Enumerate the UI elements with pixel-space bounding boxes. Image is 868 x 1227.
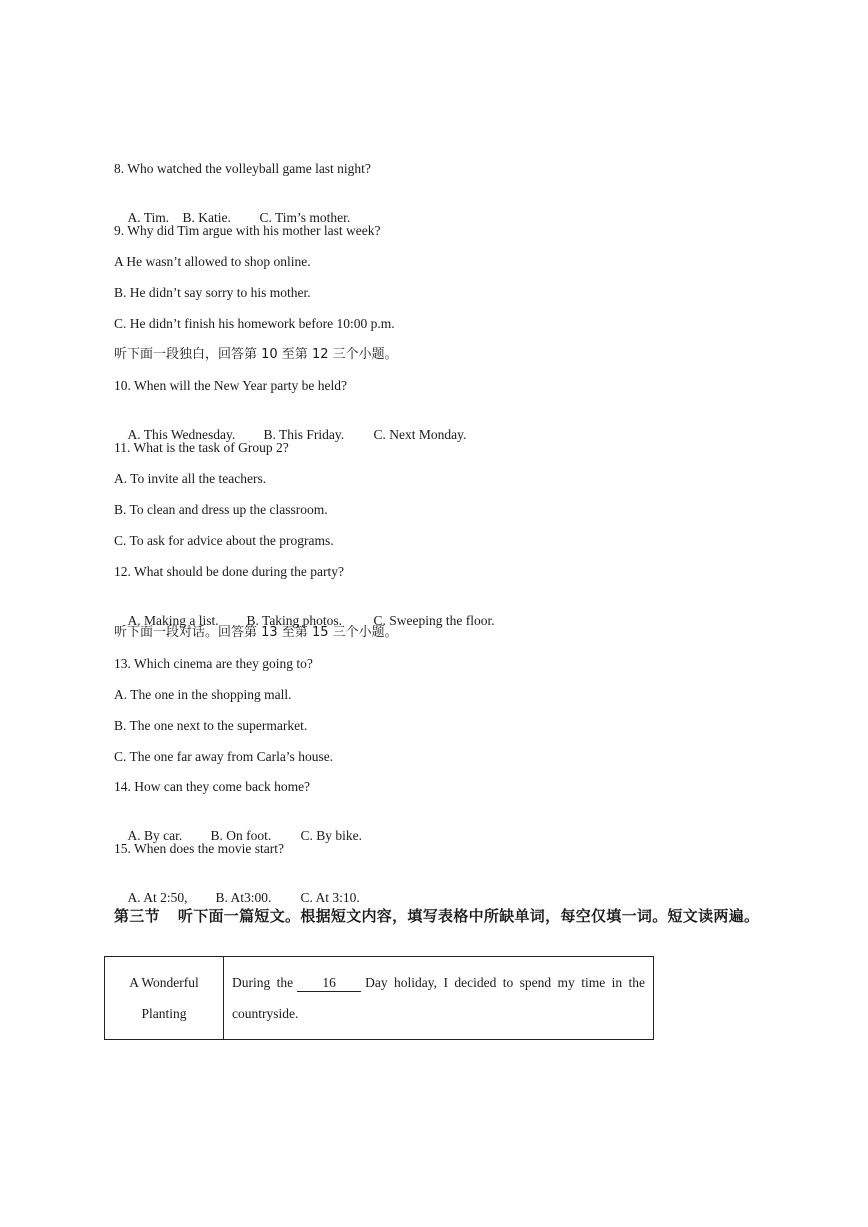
q10-option-c: C. Next Monday. xyxy=(373,427,467,442)
question-13-stem: 13. Which cinema are they going to? xyxy=(114,656,313,671)
q9-option-c: C. He didn’t finish his homework before 10:00 p.m. xyxy=(114,316,395,331)
table-content-cell xyxy=(224,957,654,1040)
question-10-stem: 10. When will the New Year party be held? xyxy=(114,378,347,393)
q13-option-c: C. The one far away from Carla’s house. xyxy=(114,749,334,764)
q13-option-a: A. The one in the shopping mall. xyxy=(114,687,292,702)
q12-option-b: B. Taking photos. xyxy=(246,613,343,628)
q8-option-a: A. Tim. xyxy=(127,210,170,225)
answer-blank-16[interactable]: 16 xyxy=(297,975,361,992)
q15-option-a: A. At 2:50, xyxy=(127,890,188,905)
question-8-stem: 8. Who watched the volleyball game last night? xyxy=(114,161,371,176)
listening-instruction-2: 听下面一段对话。回答第 13 至第 15 三个小题。 xyxy=(114,625,398,640)
q9-option-a: A He wasn’t allowed to shop online. xyxy=(114,254,311,269)
question-9-stem: 9. Why did Tim argue with his mother last week? xyxy=(114,223,381,238)
question-11-stem: 11. What is the task of Group 2? xyxy=(114,440,289,455)
q11-option-b: B. To clean and dress up the classroom. xyxy=(114,502,328,517)
q11-option-c: C. To ask for advice about the programs. xyxy=(114,533,334,548)
question-15-stem: 15. When does the movie start? xyxy=(114,841,284,856)
listening-instruction-1: 听下面一段独白，回答第 10 至第 12 三个小题。 xyxy=(114,347,398,362)
q12-option-a: A. Making a list. xyxy=(127,613,219,628)
q10-option-a: A. This Wednesday. xyxy=(127,427,236,442)
question-14-stem: 14. How can they come back home? xyxy=(114,779,311,794)
q9-option-b: B. He didn’t say sorry to his mother. xyxy=(114,285,311,300)
q13-option-b: B. The one next to the supermarket. xyxy=(114,718,308,733)
q8-option-b: B. Katie. xyxy=(182,210,231,225)
q14-option-c: C. By bike. xyxy=(300,828,363,843)
question-12-stem: 12. What should be done during the party? xyxy=(114,564,344,579)
section-3-label: 第三节 xyxy=(114,907,160,925)
q14-option-b: B. On foot. xyxy=(210,828,272,843)
section-3-instruction: 听下面一篇短文。根据短文内容，填写表格中所缺单词，每空仅填一词。短文读两遍。 xyxy=(177,907,760,925)
q12-option-c: C. Sweeping the floor. xyxy=(373,613,495,628)
q11-option-a: A. To invite all the teachers. xyxy=(114,471,267,486)
q10-option-b: B. This Friday. xyxy=(263,427,345,442)
q15-option-b: B. At3:00. xyxy=(215,890,272,905)
text-before-blank: During the xyxy=(232,975,294,990)
q8-option-c: C. Tim’s mother. xyxy=(259,210,351,225)
q15-option-c: C. At 3:10. xyxy=(300,890,360,905)
q14-option-a: A. By car. xyxy=(127,828,183,843)
table-row xyxy=(105,957,654,1040)
table-topic-cell: A Wonderful Planting xyxy=(105,957,224,1040)
section-3-heading xyxy=(114,900,764,932)
text-after-blank: Day holiday, I decided to spend my time in the countryside. xyxy=(232,975,645,1021)
fill-in-table xyxy=(104,956,654,1040)
